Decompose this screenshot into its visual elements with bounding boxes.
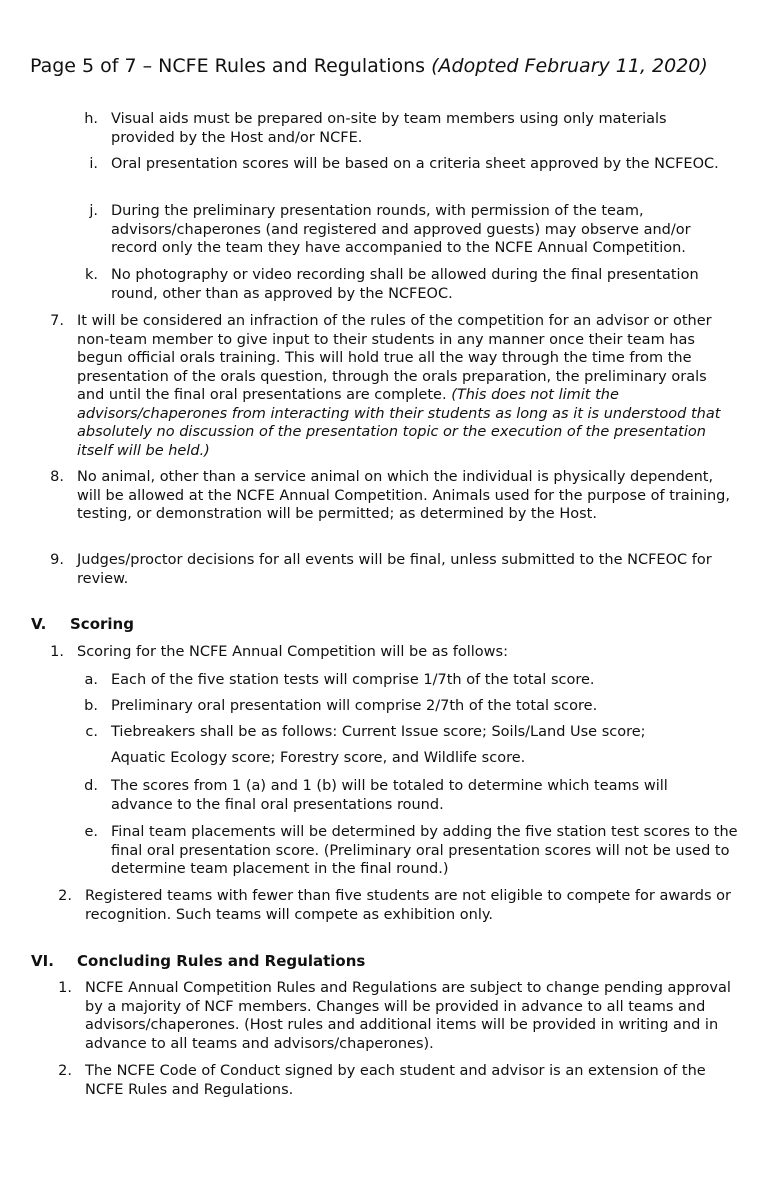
list-text: Scoring for the NCFE Annual Competition will be as follows:: [77, 644, 508, 660]
list-text: Oral presentation scores will be based on a criteria sheet approved by the NCFEOC.: [111, 156, 719, 172]
list-label: j.: [89, 203, 98, 219]
section-number: VI.: [31, 952, 54, 970]
section-title: Scoring: [70, 615, 134, 633]
list-label: 1.: [58, 980, 72, 996]
list-label: h.: [84, 111, 98, 127]
rule-7-italic-note: (This does not limit the advisors/chaperones from interacting with their students as long as it is understood that absolutely no discussion of the presentation topic or the execution of the presentation itself will be held.): [77, 387, 721, 459]
list-label: 9.: [50, 552, 64, 568]
list-label: 8.: [50, 469, 64, 485]
list-text: The NCFE Code of Conduct signed by each student and advisor is an extension of the NCFE Rules and Regulations.: [85, 1063, 706, 1098]
list-text: Registered teams with fewer than five students are not eligible to compete for awards or recognition. Such teams will compete as exhibition only.: [85, 888, 731, 923]
list-label: i.: [89, 156, 98, 172]
page-header: [30, 54, 708, 78]
list-text: Judges/proctor decisions for all events will be final, unless submitted to the NCFEOC for review.: [77, 552, 712, 587]
section-heading-scoring: [31, 615, 331, 635]
list-label: b.: [84, 698, 98, 714]
list-text: No photography or video recording shall be allowed during the final presentation round, other than as approved by the NCFEOC.: [111, 267, 699, 302]
list-text: During the preliminary presentation rounds, with permission of the team, advisors/chaperones (and registered and approved guests) may observe and/or record only the team they have accompanied to the NCFE Annual Competition.: [111, 203, 691, 256]
list-text: No animal, other than a service animal on which the individual is physically dependent, will be allowed at the NCFE Annual Competition. Animals used for the purpose of training, testing, or demonstration will be permitted; as determined by the Host.: [77, 469, 730, 522]
list-label: 1.: [50, 644, 64, 660]
list-text: Visual aids must be prepared on-site by team members using only materials provided by the Host and/or NCFE.: [111, 111, 667, 146]
list-text-line1: Tiebreakers shall be as follows: Current Issue score; Soils/Land Use score;: [111, 724, 646, 740]
rule-7-text: It will be considered an infraction of the rules of the competition for an advisor or other non-team member to give input to their students in any manner once their team has begun official orals training. This will hold true all the way through the time from the presentation of the orals question, through the orals preparation, the preliminary orals and until the final oral presentations are complete.: [77, 313, 712, 403]
list-label: 2.: [58, 888, 72, 904]
list-text: The scores from 1 (a) and 1 (b) will be totaled to determine which teams will advance to the final oral presentations round.: [111, 778, 668, 813]
section-title: Concluding Rules and Regulations: [77, 952, 366, 970]
list-text-line2: Aquatic Ecology score; Forestry score, and Wildlife score.: [111, 750, 526, 766]
list-text: Final team placements will be determined by adding the five station test scores to the final oral presentation score. (Preliminary oral presentation scores will not be used to determine team placement in the final round.): [111, 824, 738, 877]
header-adopted-date: (Adopted February 11, 2020): [431, 55, 708, 77]
list-label: c.: [85, 724, 98, 740]
section-number: V.: [31, 615, 47, 633]
list-label: 2.: [58, 1063, 72, 1079]
list-text: Each of the five station tests will comprise 1/7th of the total score.: [111, 672, 595, 688]
list-text: [77, 312, 737, 460]
list-label: e.: [84, 824, 98, 840]
list-text: Preliminary oral presentation will comprise 2/7th of the total score.: [111, 698, 598, 714]
list-label: a.: [84, 672, 98, 688]
list-label: k.: [84, 267, 98, 283]
list-label: d.: [84, 778, 98, 794]
header-title: Page 5 of 7 – NCFE Rules and Regulations: [30, 55, 426, 77]
section-heading-concluding: [31, 952, 431, 972]
list-label: 7.: [50, 313, 64, 329]
list-text: NCFE Annual Competition Rules and Regulations are subject to change pending approval by a majority of NCF members. Changes will be provided in advance to all teams and advisors/chaperones. (Host rules and additional items will be provided in writing and in advance to all teams and advisors/chaperones).: [85, 980, 731, 1052]
